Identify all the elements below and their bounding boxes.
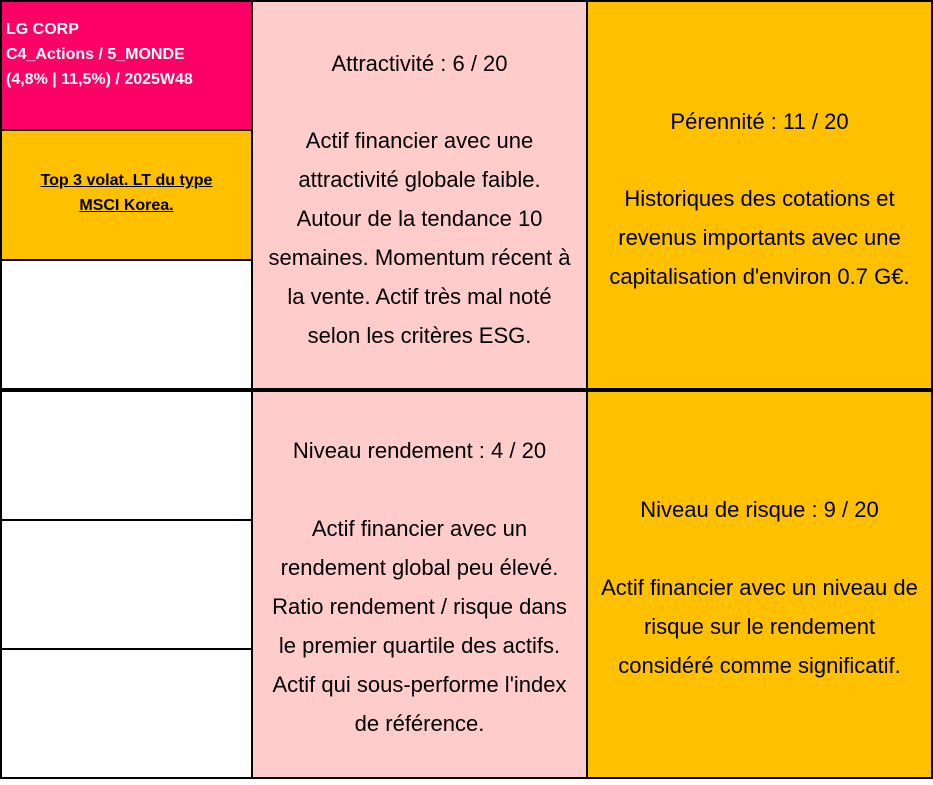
risque-description — [588, 568, 931, 685]
risque-title: Niveau de risque : 9 / 20 — [640, 497, 879, 522]
attractivite-line: Autour de la tendance 10 — [296, 206, 543, 231]
risque-line: Actif financier avec un niveau de — [601, 575, 918, 600]
blank-cell — [0, 648, 253, 779]
perennite-line: Historiques des cotations et — [624, 186, 895, 211]
rendement-description — [253, 509, 586, 743]
attractivite-description — [253, 121, 586, 355]
perennite-card — [586, 0, 933, 390]
attractivite-line: attractivité globale faible. — [298, 167, 541, 192]
perennite-line: revenus importants avec une — [618, 225, 901, 250]
volatility-tag-line-1: Top 3 volat. LT du type — [40, 172, 213, 189]
attractivite-line: selon les critères ESG. — [307, 323, 532, 348]
attractivite-line: Actif financier avec une — [305, 128, 534, 153]
risque-card — [586, 390, 933, 779]
perennite-line: capitalisation d'environ 0.7 G€. — [609, 264, 910, 289]
rendement-line: rendement global peu élevé. — [280, 555, 559, 580]
perennite-description — [588, 179, 931, 296]
rendement-line: Ratio rendement / risque dans — [272, 594, 567, 619]
risque-line: risque sur le rendement — [643, 614, 876, 639]
rendement-line: de référence. — [354, 711, 485, 736]
blank-cell — [0, 259, 253, 390]
attractivite-card — [251, 0, 588, 390]
asset-category: C4_Actions / 5_MONDE — [6, 46, 185, 63]
rendement-title: Niveau rendement : 4 / 20 — [292, 438, 547, 463]
rendement-line: le premier quartile des actifs. — [278, 633, 561, 658]
blank-cell — [0, 390, 253, 521]
asset-stats: (4,8% | 11,5%) / 2025W48 — [6, 71, 193, 88]
attractivite-line: semaines. Momentum récent à — [268, 245, 571, 270]
asset-header — [0, 0, 253, 131]
rendement-line: Actif financier avec un — [311, 516, 528, 541]
blank-cell — [0, 519, 253, 650]
rendement-line: Actif qui sous-performe l'index — [272, 672, 567, 697]
asset-name: LG CORP — [6, 21, 79, 38]
volatility-tag — [0, 129, 253, 261]
risque-line: considéré comme significatif. — [618, 653, 901, 678]
perennite-title: Pérennité : 11 / 20 — [670, 109, 849, 134]
attractivite-title: Attractivité : 6 / 20 — [331, 51, 508, 76]
volatility-tag-line-2: MSCI Korea. — [79, 197, 174, 214]
attractivite-line: la vente. Actif très mal noté — [287, 284, 552, 309]
rendement-card — [251, 390, 588, 779]
